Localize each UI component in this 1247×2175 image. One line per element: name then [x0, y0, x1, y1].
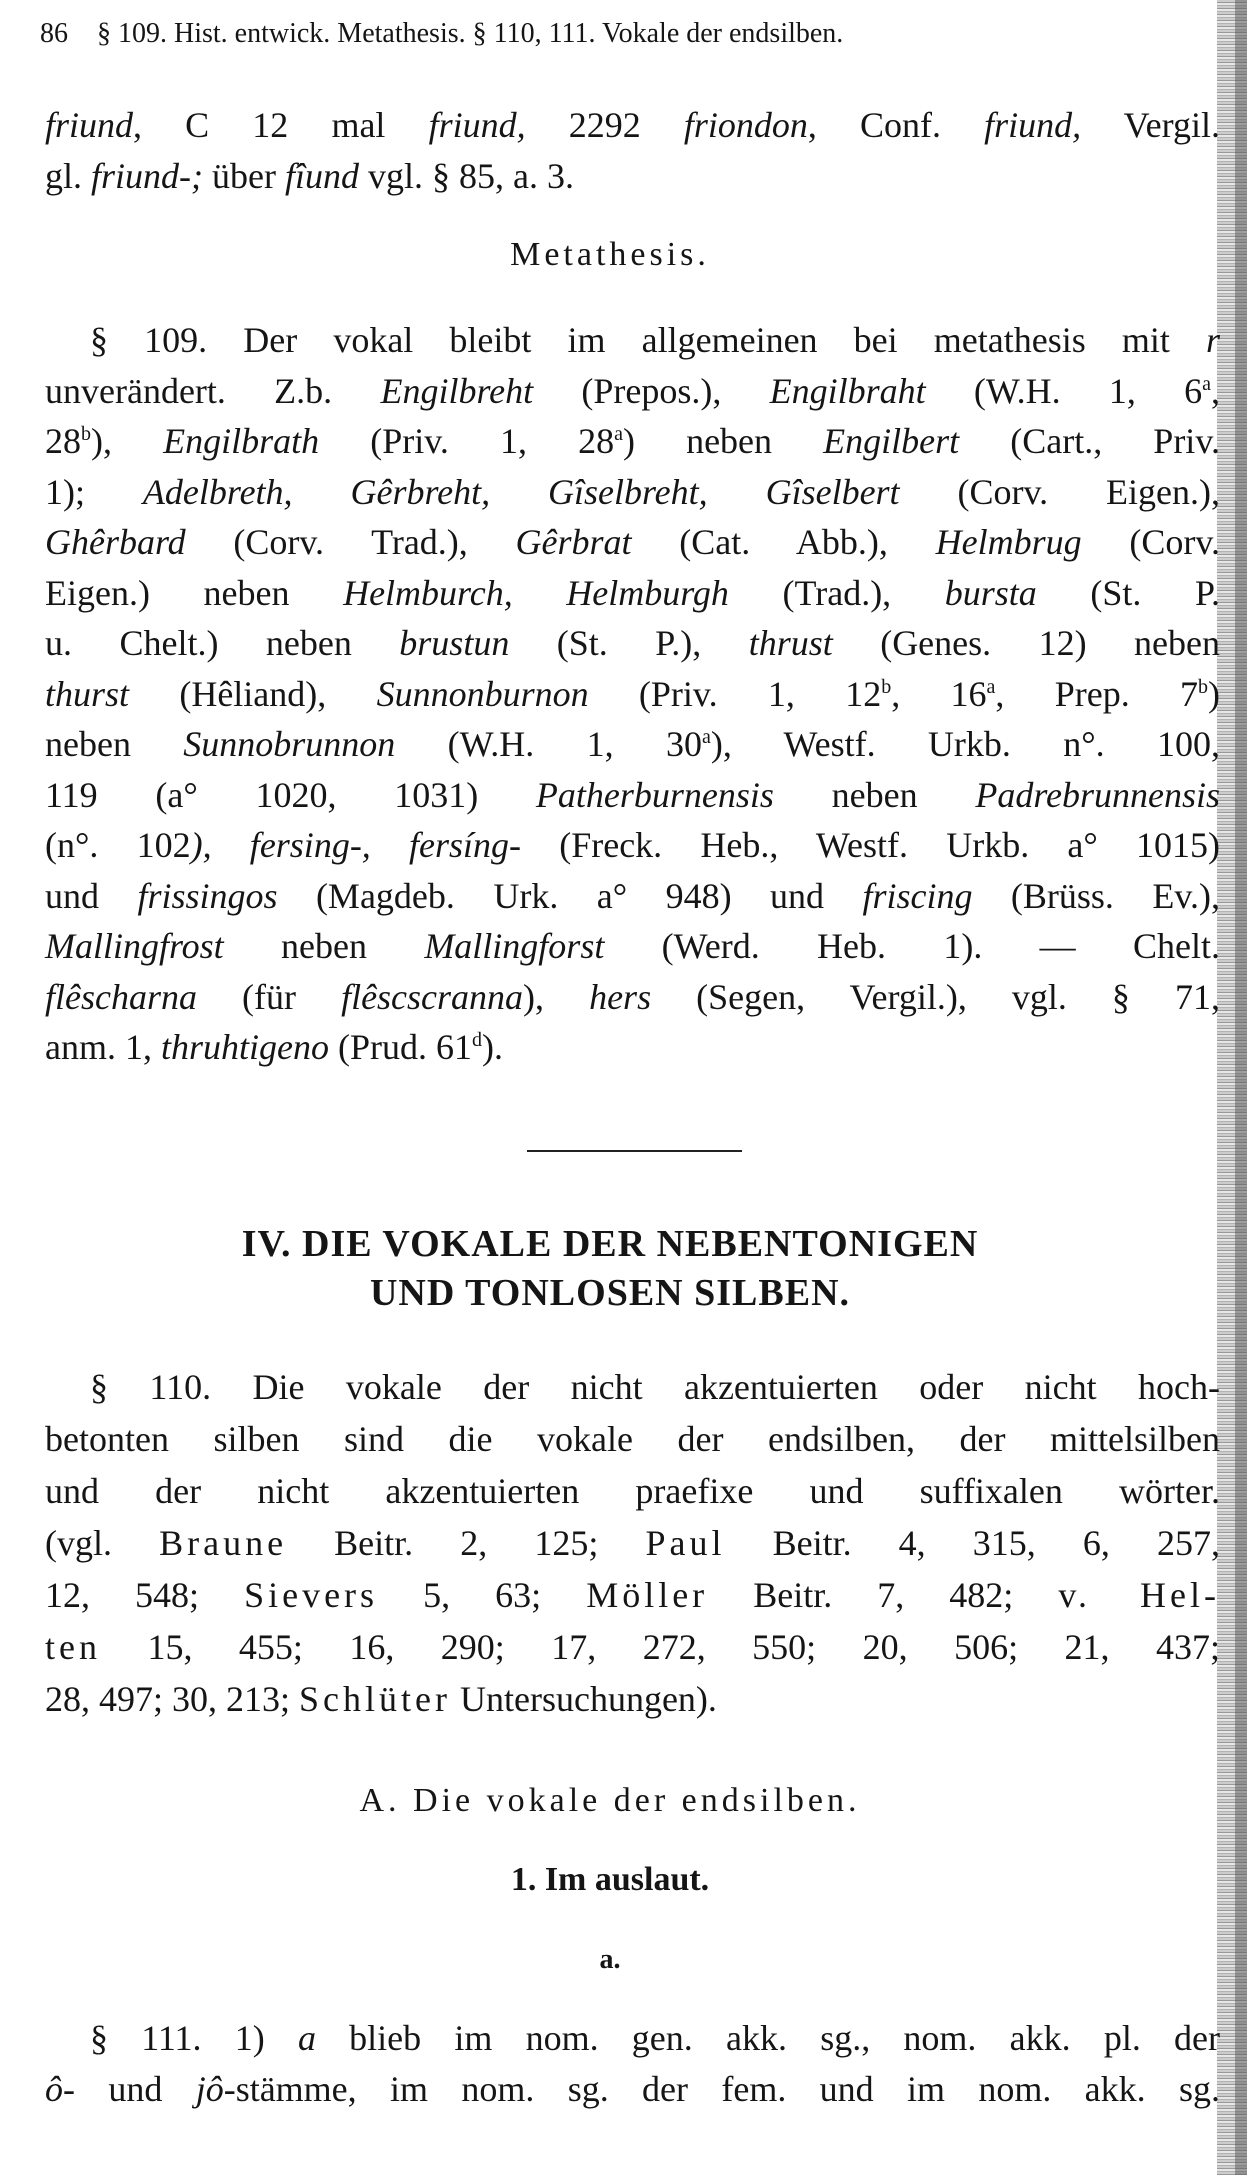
subsection-heading-1: 1. Im auslaut. — [510, 1861, 710, 1898]
text-run: (Prud. 61 — [328, 1027, 472, 1067]
text-line — [45, 1361, 1220, 1413]
text-run: 12, 548; — [45, 1575, 245, 1615]
italic-word: Engilbert — [823, 421, 960, 461]
italic-word: r — [1205, 320, 1220, 360]
text-run: und — [75, 2069, 196, 2109]
text-run: (W.H. 1, 6 — [925, 370, 1203, 411]
text-run: (Magdeb. Urk. a° 948) und — [277, 875, 863, 916]
italic-word: thrust — [748, 623, 833, 663]
spaced-name: Schlüter — [299, 1679, 451, 1719]
text-run: (Freck. Heb., Westf. Urkb. a° 1015) — [521, 825, 1221, 865]
text-line — [45, 719, 1220, 770]
superscript: a — [614, 423, 623, 445]
text-run: neben — [45, 724, 184, 764]
chapter-heading-line-2: UND TONLOSEN SILBEN. — [369, 1272, 851, 1314]
text-run: blieb im nom. gen. akk. sg., nom. akk. pl. der — [315, 2018, 1221, 2058]
text-run: 2292 — [525, 105, 684, 145]
text-run: (Priv. 1, 28 — [319, 421, 615, 461]
text-run: (Cart., Priv. — [959, 421, 1220, 461]
superscript: a — [1202, 372, 1211, 395]
text-line — [45, 871, 1220, 922]
text-run: (St. P.), — [509, 623, 749, 663]
text-line — [45, 100, 1220, 151]
text-run: betonten silben sind die vokale der endsilben, der mittelsilben — [45, 1419, 1220, 1459]
superscript: b — [881, 675, 892, 698]
text-run: (Trad.), — [728, 572, 945, 613]
text-run: und der nicht akzentuierten praefixe und suffixalen wörter. — [45, 1471, 1220, 1511]
text-line — [45, 2013, 1220, 2064]
italic-word: a — [297, 2018, 316, 2058]
text-run: § 109. Der vokal bleibt im allgemeinen bei metathesis mit — [90, 320, 1206, 360]
text-run: (Hêliand), — [129, 673, 377, 714]
text-run: 1); — [45, 471, 143, 512]
text-line — [45, 669, 1220, 720]
text-run: , Conf. — [807, 105, 985, 145]
italic-word: ), fersing-, fersíng- — [190, 825, 522, 865]
text-run: (Corv. Eigen.), — [899, 471, 1221, 512]
italic-word: thurst — [45, 673, 130, 714]
text-line — [45, 416, 1220, 467]
text-run: Beitr. 7, 482; — [708, 1575, 1059, 1615]
running-header — [40, 18, 843, 50]
section-title-metathesis: Metathesis. — [510, 236, 710, 273]
text-line — [45, 315, 1220, 366]
text-run: Vergil. — [1081, 105, 1221, 145]
page-edge-dark — [1235, 0, 1247, 2175]
italic-word: hers — [589, 976, 652, 1017]
text-run: -stämme, im nom. sg. der fem. und im nom. akk. sg. — [223, 2069, 1221, 2109]
text-run: Eigen.) neben — [45, 572, 344, 613]
text-run: (Genes. 12) neben — [832, 623, 1220, 663]
italic-word: friund — [45, 105, 134, 145]
italic-word: flêscscranna — [341, 976, 524, 1017]
text-run: (vgl. — [45, 1523, 160, 1563]
italic-word: friscing — [862, 875, 973, 916]
text-line — [45, 820, 1220, 871]
section-divider — [527, 1150, 742, 1152]
text-run: 28 — [45, 421, 81, 461]
running-title: § 109. Hist. entwick. Metathesis. § 110, 111. Vokale der endsilben. — [97, 18, 844, 49]
text-line — [45, 467, 1220, 518]
text-run: § 111. 1) — [90, 2018, 298, 2058]
text-run: ) — [1208, 673, 1221, 714]
text-line — [45, 770, 1220, 821]
italic-word: thruhtigeno — [160, 1027, 329, 1067]
text-run: (Werd. Heb. 1). — Chelt. — [604, 926, 1220, 966]
italic-word: Sunnonburnon — [376, 673, 589, 714]
text-run: ) neben — [622, 421, 824, 461]
text-run: (Corv. Trad.), — [185, 522, 516, 562]
text-line — [45, 921, 1220, 972]
superscript: b — [1198, 675, 1209, 698]
italic-word: Mallingforst — [424, 926, 605, 966]
spaced-name: Paul — [645, 1523, 726, 1563]
text-line — [45, 1413, 1220, 1465]
text-run: (Prepos.), — [533, 370, 770, 411]
intro-paragraph — [45, 100, 1220, 202]
text-run: (Corv. — [1081, 522, 1220, 562]
italic-word: Engilbraht — [769, 370, 926, 411]
italic-word: frissingos — [137, 875, 278, 916]
paragraph-110 — [45, 1361, 1220, 1725]
italic-word: Gêrbrat — [515, 522, 632, 562]
italic-word: ô- — [45, 2069, 75, 2109]
italic-word: friondon — [683, 105, 808, 145]
superscript: a — [701, 726, 711, 748]
spaced-name: v. Hel- — [1058, 1575, 1220, 1615]
text-line — [45, 1022, 1220, 1073]
text-run: 5, 63; — [378, 1575, 587, 1615]
chapter-heading — [0, 1220, 1220, 1318]
superscript: d — [471, 1029, 482, 1051]
text-run: Untersuchungen). — [451, 1679, 717, 1719]
text-run: und — [45, 875, 138, 916]
text-run: (n°. 102 — [45, 825, 191, 865]
text-run: § 110. Die vokale der nicht akzentuierten oder nicht hoch- — [90, 1367, 1220, 1407]
text-run: (für — [196, 976, 342, 1017]
text-run: ), — [523, 976, 590, 1017]
paragraph-111 — [45, 2013, 1220, 2115]
spaced-name: Möller — [586, 1575, 709, 1615]
text-run: neben — [773, 774, 976, 815]
page-number: 86 — [40, 18, 68, 49]
spaced-name: Braune — [159, 1523, 288, 1563]
italic-word: Helmburch, Helmburgh — [343, 572, 729, 613]
text-run: 15, 455; 16, 290; 17, 272, 550; 20, 506; 21, 437; — [100, 1627, 1220, 1667]
italic-word: friund, — [984, 105, 1082, 145]
italic-word: friund, — [428, 105, 526, 145]
spaced-name: ten — [45, 1627, 101, 1667]
italic-word: Helmbrug — [935, 522, 1082, 562]
text-run: (Segen, Vergil.), vgl. § 71, — [651, 976, 1220, 1017]
text-run: (Brüss. Ev.), — [972, 875, 1220, 916]
italic-word: Patherburnensis — [535, 774, 774, 815]
text-run: , 16 — [891, 673, 987, 714]
text-line — [45, 1517, 1220, 1569]
section-heading-a: A. Die vokale der endsilben. — [359, 1782, 861, 1819]
text-run: anm. 1, — [45, 1027, 161, 1067]
text-line — [45, 1621, 1220, 1673]
text-run: Beitr. 4, 315, 6, 257, — [725, 1523, 1220, 1563]
text-run: 119 (a° 1020, 1031) — [45, 774, 536, 815]
italic-word: Sunnobrunnon — [183, 724, 396, 764]
text-run: Beitr. 2, 125; — [287, 1523, 646, 1563]
text-run: vgl. § 85, a. 3. — [359, 156, 574, 196]
italic-word: friund-; — [91, 156, 204, 196]
text-run: ). — [481, 1027, 503, 1067]
italic-word: Adelbreth, Gêrbreht, Gîselbreht, Gîselbert — [142, 471, 900, 512]
text-run: ), Westf. Urkb. n°. 100, — [710, 724, 1220, 764]
text-run: unverändert. Z.b. — [45, 370, 381, 411]
italic-word: fîund — [284, 156, 359, 196]
text-run: ), — [91, 421, 164, 461]
text-run: , C 12 mal — [133, 105, 429, 145]
text-line — [45, 151, 1220, 202]
superscript: a — [986, 675, 996, 698]
text-run: (Priv. 1, 12 — [588, 673, 882, 714]
italic-word: Padrebrunnensis — [975, 774, 1220, 815]
text-line — [45, 568, 1220, 619]
text-run: über — [203, 156, 285, 196]
chapter-heading-line-1: IV. DIE VOKALE DER NEBENTONIGEN — [241, 1223, 979, 1265]
text-line — [45, 517, 1220, 568]
italic-word: flêscharna — [45, 976, 197, 1017]
italic-word: brustun — [399, 623, 510, 663]
text-run: 28, 497; 30, 213; — [45, 1679, 300, 1719]
italic-word: bursta — [944, 572, 1037, 613]
subsection-heading-a: a. — [599, 1944, 621, 1975]
text-run: gl. — [45, 156, 92, 196]
text-run: u. Chelt.) neben — [45, 623, 400, 663]
text-line — [45, 1465, 1220, 1517]
paragraph-109 — [45, 315, 1220, 1073]
italic-word: Mallingfrost — [45, 926, 224, 966]
italic-word: Ghêrbard — [45, 522, 186, 562]
text-run: (St. P. — [1036, 572, 1220, 613]
italic-word: Engilbrath — [163, 421, 320, 461]
text-run: neben — [223, 926, 425, 966]
text-run: (W.H. 1, 30 — [395, 724, 702, 764]
italic-word: jô — [195, 2069, 224, 2109]
text-run: (Cat. Abb.), — [631, 522, 936, 562]
text-line — [45, 972, 1220, 1023]
text-line — [45, 366, 1220, 417]
text-line — [45, 1673, 1220, 1725]
spaced-name: Sievers — [244, 1575, 379, 1615]
text-line — [45, 2064, 1220, 2115]
italic-word: Engilbreht — [380, 370, 534, 411]
text-line — [45, 1569, 1220, 1621]
text-run: , — [1211, 370, 1220, 411]
superscript: b — [81, 423, 91, 445]
text-run: , Prep. 7 — [995, 673, 1199, 714]
text-line — [45, 618, 1220, 669]
